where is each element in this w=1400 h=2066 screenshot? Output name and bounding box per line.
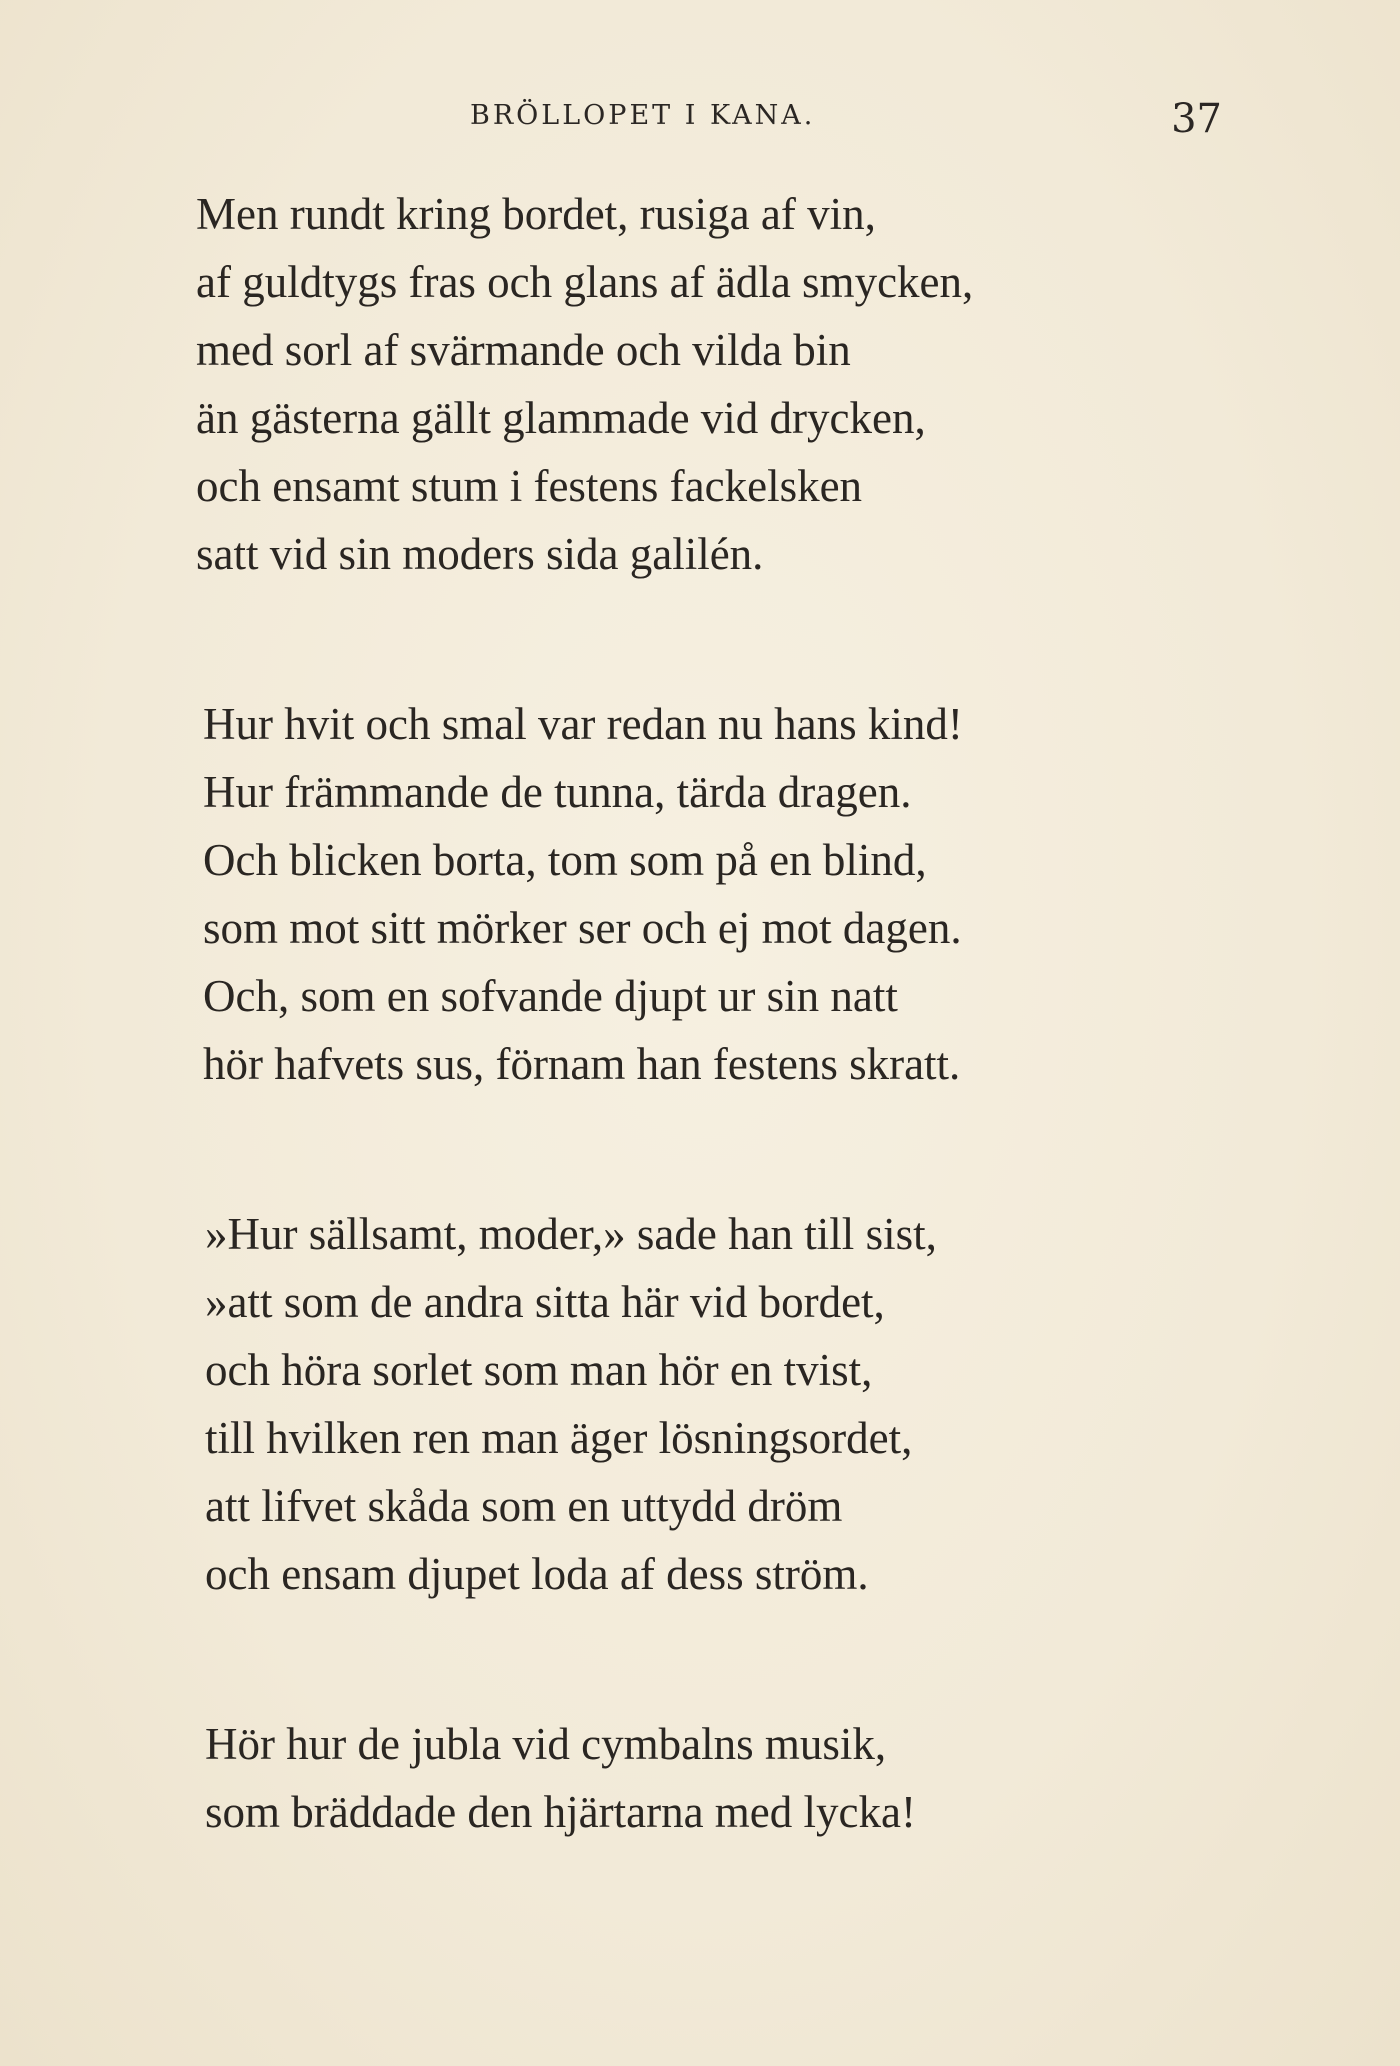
page-number: 37	[1171, 96, 1222, 142]
verse-line: och höra sorlet som man hör en tvist,	[205, 1345, 873, 1395]
stanza-1	[196, 180, 973, 588]
verse-line: »att som de andra sitta här vid bordet,	[205, 1277, 885, 1327]
verse-line: satt vid sin moders sida galilén.	[196, 529, 764, 579]
verse-line: och ensam djupet loda af dess ström.	[205, 1549, 869, 1599]
stanza-3	[205, 1200, 937, 1608]
verse-line: Och blicken borta, tom som på en blind,	[203, 835, 927, 885]
verse-line: som bräddade den hjärtarna med lycka!	[205, 1787, 916, 1837]
verse-line: med sorl af svärmande och vilda bin	[196, 325, 851, 375]
verse-line: Och, som en sofvande djupt ur sin natt	[203, 971, 898, 1021]
verse-line: af guldtygs fras och glans af ädla smycken,	[196, 257, 974, 307]
verse-line: Hör hur de jubla vid cymbalns musik,	[205, 1719, 887, 1769]
verse-line: Men rundt kring bordet, rusiga af vin,	[196, 189, 876, 239]
verse-line: Hur främmande de tunna, tärda dragen.	[203, 767, 912, 817]
stanza-4	[205, 1710, 916, 1846]
running-title: BRÖLLOPET I KANA.	[470, 100, 816, 131]
verse-line: än gästerna gällt glammade vid drycken,	[196, 393, 926, 443]
verse-line: Hur hvit och smal var redan nu hans kind!	[203, 699, 963, 749]
verse-line: som mot sitt mörker ser och ej mot dagen.	[203, 903, 962, 953]
verse-line: och ensamt stum i festens fackelsken	[196, 461, 863, 511]
stanza-2	[203, 690, 963, 1098]
verse-line: till hvilken ren man äger lösningsordet,	[205, 1413, 913, 1463]
verse-line: hör hafvets sus, förnam han festens skratt.	[203, 1039, 961, 1089]
verse-line: att lifvet skåda som en uttydd dröm	[205, 1481, 843, 1531]
verse-line: »Hur sällsamt, moder,» sade han till sist,	[205, 1209, 937, 1259]
